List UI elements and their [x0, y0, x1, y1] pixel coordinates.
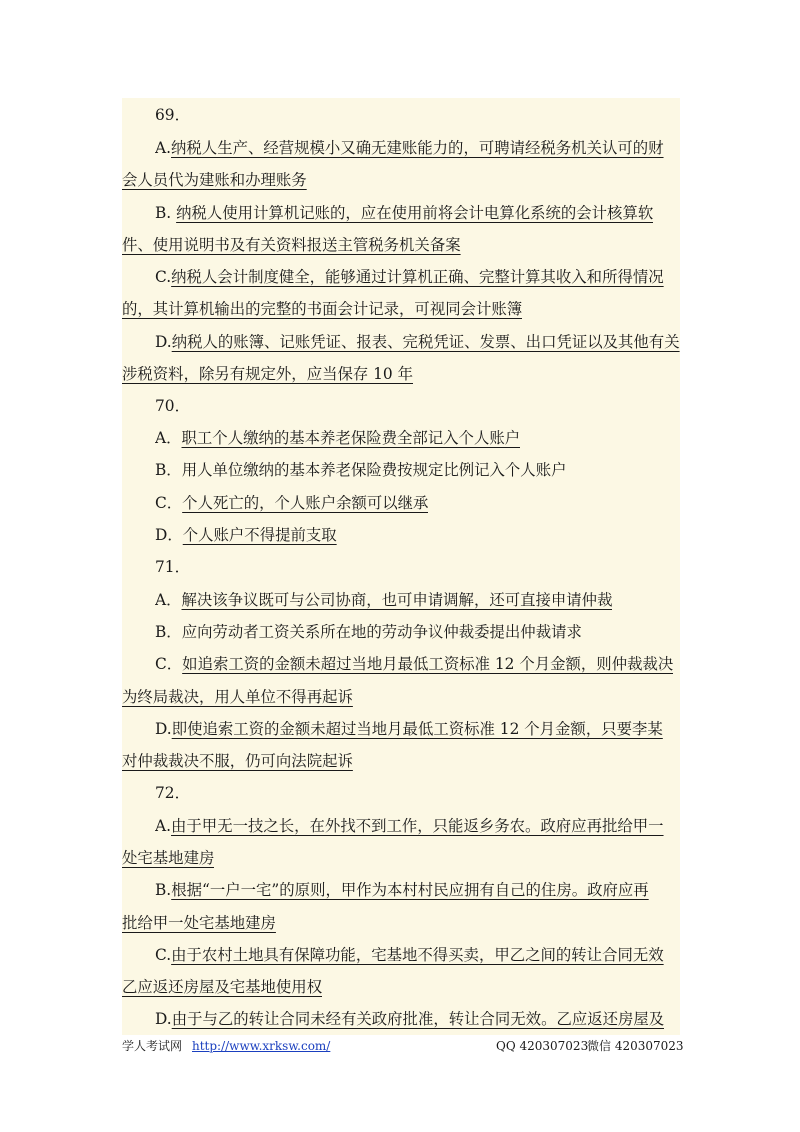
option-line [155, 427, 520, 449]
option-text: 涉税资料，除另有规定外，应当保存 10 年 [122, 365, 414, 383]
option-text: 根据“一户一宅”的原则，甲作为本村村民应拥有自己的住房。政府应再 [171, 881, 649, 899]
footer-site-name: 学人考试网 [122, 1039, 183, 1053]
option-label: A． [155, 429, 182, 447]
option-continuation [122, 298, 522, 320]
option-label: A． [155, 591, 182, 609]
option-line [155, 653, 673, 675]
footer-qq: QQ 420307023 [496, 1039, 589, 1053]
option-text: 个人死亡的，个人账户余额可以继承 [182, 494, 429, 512]
option-text: 应向劳动者工资关系所在地的劳动争议仲裁委提出仲裁请求 [181, 623, 582, 641]
option-label: B. [155, 204, 177, 222]
option-text: 用人单位缴纳的基本养老保险费按规定比例记入个人账户 [181, 461, 567, 479]
option-text: 乙应返还房屋及宅基地使用权 [122, 978, 323, 996]
option-continuation [122, 750, 353, 772]
option-label: C. [155, 268, 172, 286]
question-number: 70． [155, 397, 190, 415]
option-text: 职工个人缴纳的基本养老保险费全部记入个人账户 [181, 429, 521, 447]
option-text: 即使追索工资的金额未超过当地月最低工资标准 12 个月金额，只要李某 [171, 720, 663, 738]
option-text: 会人员代为建账和办理账务 [122, 171, 307, 189]
option-label: D. [155, 720, 172, 738]
option-label: B． [155, 623, 182, 641]
option-text: 为终局裁决，用人单位不得再起诉 [122, 688, 353, 706]
option-text: 处宅基地建房 [122, 849, 215, 867]
option-text: 纳税人使用计算机记账的，应在使用前将会计电算化系统的会计核算软 [176, 204, 654, 222]
option-line [155, 879, 649, 901]
option-label: B. [155, 881, 172, 899]
option-text: 由于农村土地具有保障功能，宅基地不得买卖，甲乙之间的转让合同无效 [171, 946, 664, 964]
option-line [155, 718, 663, 740]
option-label: D. [155, 1010, 172, 1028]
option-line [155, 1008, 664, 1030]
option-label: D. [155, 333, 172, 351]
option-label: C. [155, 946, 172, 964]
option-line [155, 589, 612, 611]
option-continuation [122, 234, 461, 256]
option-label: D． [155, 526, 183, 544]
option-text: 如追索工资的金额未超过当地月最低工资标准 12 个月金额，则仲裁裁决 [182, 655, 674, 673]
page-footer [0, 1037, 800, 1057]
option-label: A. [155, 817, 172, 835]
question-number: 71． [155, 558, 190, 576]
option-line [155, 459, 566, 481]
option-label: C． [155, 494, 183, 512]
option-line [155, 524, 337, 546]
option-continuation [122, 169, 307, 191]
option-continuation [122, 686, 353, 708]
question-content-area [122, 98, 680, 1035]
option-line [155, 815, 664, 837]
option-text: 纳税人会计制度健全，能够通过计算机正确、完整计算其收入和所得情况 [171, 268, 664, 286]
option-line [155, 331, 680, 353]
option-line [155, 621, 582, 643]
option-continuation [122, 976, 322, 998]
option-text: 对仲裁裁决不服，仍可向法院起诉 [122, 752, 353, 770]
option-line [155, 492, 428, 514]
question-number: 72． [155, 784, 190, 802]
option-text: 由于与乙的转让合同未经有关政府批准，转让合同无效。乙应返还房屋及 [171, 1010, 665, 1028]
option-line [155, 137, 664, 159]
option-text: 纳税人生产、经营规模小又确无建账能力的，可聘请经税务机关认可的财 [171, 139, 664, 157]
option-text: 批给甲一处宅基地建房 [122, 914, 276, 932]
option-text: 纳税人的账簿、记账凭证、报表、完税凭证、发票、出口凭证以及其他有关 [171, 333, 680, 351]
question-number: 69． [155, 106, 190, 124]
option-text: 件、使用说明书及有关资料报送主管税务机关备案 [122, 236, 461, 254]
option-label: B． [155, 461, 182, 479]
option-continuation [122, 363, 413, 385]
footer-url-link[interactable]: http://www.xrksw.com/ [192, 1039, 331, 1053]
footer-wechat: 微信 420307023 [587, 1039, 684, 1053]
option-label: A. [155, 139, 172, 157]
option-line [155, 266, 664, 288]
option-continuation [122, 912, 276, 934]
option-text: 个人账户不得提前支取 [182, 526, 337, 544]
option-continuation [122, 847, 214, 869]
option-line [155, 944, 664, 966]
option-line [155, 202, 653, 224]
option-label: C． [155, 655, 183, 673]
option-text: 的，其计算机输出的完整的书面会计记录，可视同会计账簿 [122, 300, 523, 318]
option-text: 解决该争议既可与公司协商，也可申请调解，还可直接申请仲裁 [181, 591, 613, 609]
option-text: 由于甲无一技之长，在外找不到工作，只能返乡务农。政府应再批给甲一 [171, 817, 664, 835]
